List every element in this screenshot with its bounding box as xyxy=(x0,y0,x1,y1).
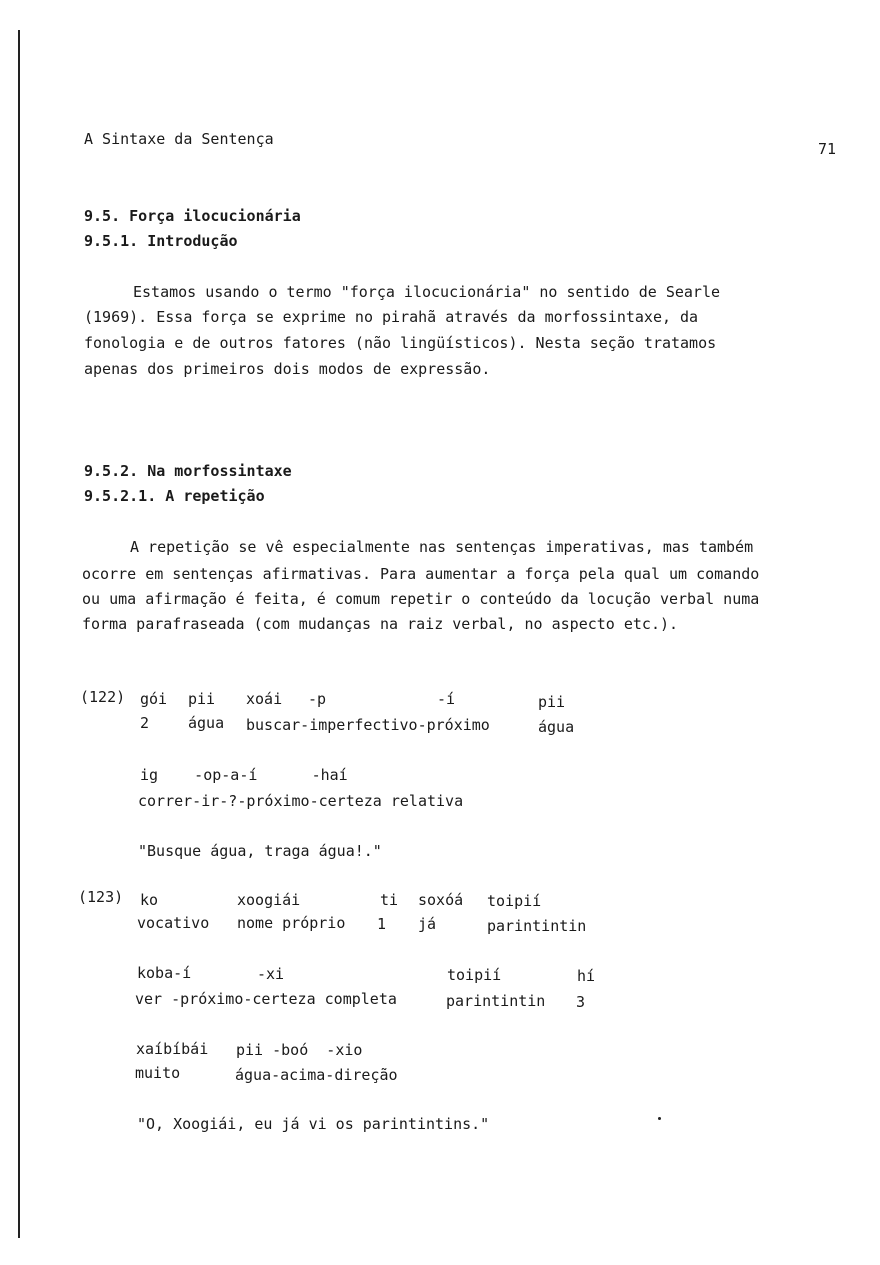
subsection-heading: 9.5.2.1. A repetição xyxy=(84,487,265,505)
gloss: 3 xyxy=(576,993,586,1011)
subsection-heading: 9.5.1. Introdução xyxy=(84,232,238,250)
morpheme: gói xyxy=(140,690,168,708)
gloss: muito xyxy=(135,1064,181,1082)
running-title: A Sintaxe da Sentença xyxy=(84,130,274,148)
paragraph-line: ocorre em sentenças afirmativas. Para aumentar a força pela qual um comando xyxy=(82,565,760,583)
gloss: já xyxy=(418,915,437,933)
gloss: nome próprio xyxy=(237,914,346,932)
morpheme: ko xyxy=(140,891,159,909)
section-heading: 9.5. Força ilocucionária xyxy=(84,207,301,225)
gloss: água xyxy=(188,714,225,732)
gloss: buscar-imperfectivo-próximo xyxy=(246,716,490,734)
morpheme: pii xyxy=(538,693,566,711)
morpheme: soxóá xyxy=(418,891,464,909)
morpheme: -xi xyxy=(257,965,285,983)
morpheme: pii xyxy=(188,690,216,708)
gloss: água xyxy=(538,718,575,736)
morpheme: toipií xyxy=(447,966,502,984)
binding-edge xyxy=(18,30,20,1238)
morpheme: toipií xyxy=(487,892,542,910)
paragraph-line: ou uma afirmação é feita, é comum repetir o conteúdo da locução verbal numa xyxy=(82,590,760,608)
morpheme: xoái xyxy=(246,690,283,708)
gloss: 2 xyxy=(140,714,150,732)
morpheme: ti xyxy=(380,891,399,909)
morpheme: xoogiái xyxy=(237,891,301,909)
paragraph-line: Estamos usando o termo "força ilocucionária" no sentido de Searle xyxy=(133,283,720,301)
stray-mark xyxy=(658,1117,661,1120)
paragraph-line: A repetição se vê especialmente nas sentenças imperativas, mas também xyxy=(130,538,754,556)
gloss: água-acima-direção xyxy=(235,1066,398,1084)
morpheme: pii -boó -xio xyxy=(236,1041,363,1059)
morpheme: -p xyxy=(308,690,327,708)
gloss: 1 xyxy=(377,915,387,933)
paragraph-line: forma parafraseada (com mudanças na raiz verbal, no aspecto etc.). xyxy=(82,615,679,633)
page-number: 71 xyxy=(818,140,837,158)
gloss: ver -próximo-certeza completa xyxy=(135,990,397,1008)
gloss-line: correr-ir-?-próximo-certeza relativa xyxy=(138,792,464,810)
example-number: (123) xyxy=(78,888,124,906)
morpheme: xaíbíbái xyxy=(136,1040,209,1058)
gloss: parintintin xyxy=(446,992,546,1010)
free-translation: "O, Xoogiái, eu já vi os parintintins." xyxy=(137,1115,490,1133)
gloss: parintintin xyxy=(487,917,587,935)
free-translation: "Busque água, traga água!." xyxy=(138,842,382,860)
paragraph-line: fonologia e de outros fatores (não lingüísticos). Nesta seção tratamos xyxy=(84,334,717,352)
morpheme-line: ig -op-a-í -haí xyxy=(140,766,348,784)
example-number: (122) xyxy=(80,688,126,706)
morpheme: -í xyxy=(437,690,456,708)
section-heading: 9.5.2. Na morfossintaxe xyxy=(84,462,292,480)
gloss: vocativo xyxy=(137,914,210,932)
morpheme: hí xyxy=(577,967,596,985)
morpheme: koba-í xyxy=(137,964,192,982)
paragraph-line: (1969). Essa força se exprime no pirahã através da morfossintaxe, da xyxy=(84,308,699,326)
paragraph-line: apenas dos primeiros dois modos de expressão. xyxy=(84,360,491,378)
